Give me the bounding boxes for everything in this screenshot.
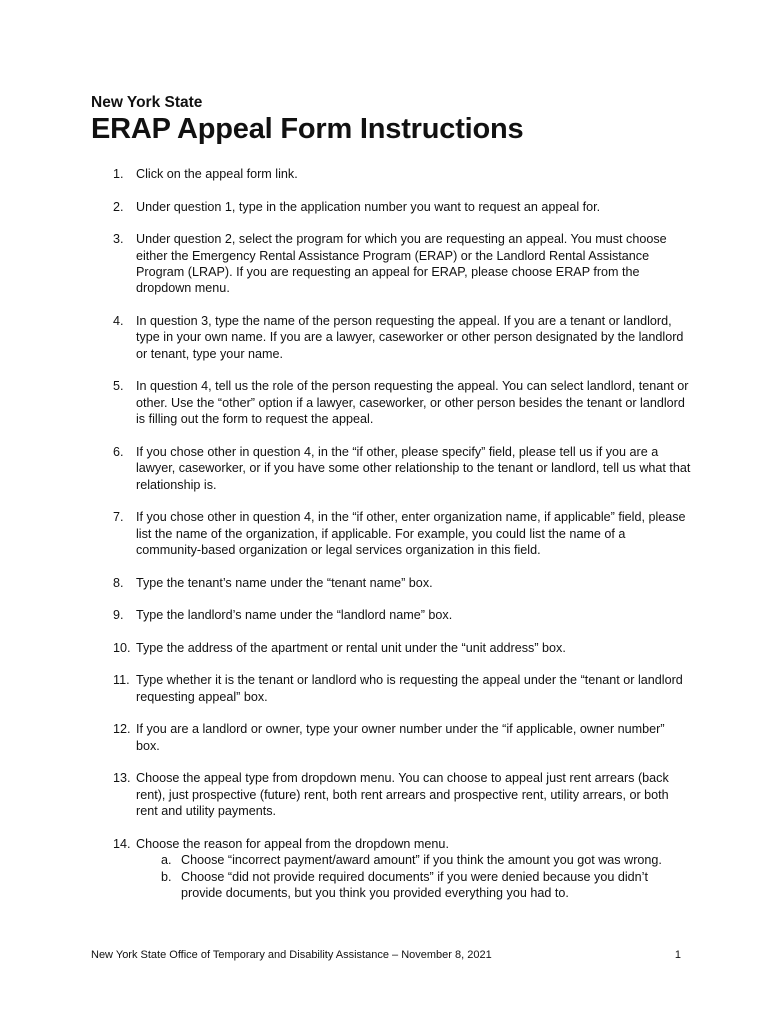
item-text: Type the tenant’s name under the “tenant name” box.: [136, 575, 433, 590]
sub-item-text: Choose “incorrect payment/award amount” if you think the amount you got was wrong.: [181, 853, 662, 868]
item-text: Choose the appeal type from dropdown menu. You can choose to appeal just rent arrears (back rent), just prospective (future) rent, both rent arrears and prospective rent, utility arrears, or both rent and utility payments.: [136, 771, 669, 819]
list-item: [91, 199, 691, 215]
document-subtitle: New York State: [91, 94, 203, 111]
document-title: ERAP Appeal Form Instructions: [91, 113, 524, 145]
sub-list: [136, 852, 691, 901]
list-item: [91, 770, 691, 819]
list-item: [91, 231, 691, 297]
sub-list-item: [136, 869, 691, 902]
instructions-list: [91, 166, 691, 918]
item-text: Type whether it is the tenant or landlord who is requesting the appeal under the “tenant or landlord requesting appeal” box.: [136, 673, 683, 704]
item-text: Click on the appeal form link.: [136, 167, 298, 181]
list-item: [91, 313, 691, 362]
sub-item-letter: a.: [161, 853, 172, 868]
item-body: [136, 836, 691, 902]
list-item: [91, 672, 691, 705]
list-item: [91, 721, 691, 754]
item-text: Under question 2, select the program for which you are requesting an appeal. You must choose either the Emergency Rental Assistance Program (ERAP) or the Landlord Rental Assistance Program (LRAP). If you are requesting an appeal for ERAP, please choose ERAP from the dropdown menu.: [136, 232, 667, 296]
sub-item-letter: b.: [161, 869, 172, 884]
item-text: Under question 1, type in the application number you want to request an appeal for.: [136, 199, 601, 214]
item-number: 9.: [113, 608, 124, 623]
list-item: [91, 836, 691, 902]
page-footer: [91, 949, 681, 961]
page-number: 1: [674, 949, 681, 961]
list-item: [91, 575, 691, 591]
sub-item-text: Choose “did not provide required documents” if you were denied because you didn’t provide documents, but you think you provided everything you had to.: [181, 869, 648, 901]
item-number: 13.: [113, 771, 131, 786]
item-number: 8.: [113, 575, 124, 590]
item-number: 7.: [113, 510, 124, 525]
list-item: [91, 640, 691, 656]
item-number: 14.: [113, 836, 131, 851]
item-number: 3.: [113, 232, 124, 247]
list-item: [91, 607, 691, 623]
item-number: 4.: [113, 314, 124, 328]
item-text: Type the landlord’s name under the “landlord name” box.: [136, 608, 453, 623]
list-item: [91, 444, 691, 493]
footer-text: New York State Office of Temporary and Disability Assistance – November 8, 2021: [91, 949, 492, 961]
item-text: Type the address of the apartment or rental unit under the “unit address” box.: [136, 640, 566, 655]
item-text: If you are a landlord or owner, type your owner number under the “if applicable, owner number” box.: [136, 722, 665, 753]
item-number: 10.: [113, 640, 131, 655]
item-number: 12.: [113, 722, 131, 737]
item-text: If you chose other in question 4, in the “if other, enter organization name, if applicable” field, please list the name of the organization, if applicable. For example, you could list the name of a community-based organization or legal services organization in this field.: [136, 510, 686, 558]
item-number: 5.: [113, 379, 124, 394]
item-text: In question 3, type the name of the person requesting the appeal. If you are a tenant or landlord, type in your own name. If you are a lawyer, caseworker or other person designated by the landlord or tenant, type your name.: [136, 314, 684, 361]
item-text: Choose the reason for appeal from the dropdown menu.: [136, 836, 449, 851]
list-item: [91, 166, 691, 182]
item-number: 11.: [113, 673, 130, 688]
list-item: [91, 378, 691, 427]
item-number: 2.: [113, 199, 124, 214]
sub-list-item: [136, 852, 691, 868]
item-number: 1.: [113, 167, 124, 181]
item-number: 6.: [113, 444, 124, 459]
item-text: In question 4, tell us the role of the person requesting the appeal. You can select landlord, tenant or other. Use the “other” option if a lawyer, caseworker, or other person besides the tenant or landlord is filling out the form to request the appeal.: [136, 379, 689, 427]
item-text: If you chose other in question 4, in the “if other, please specify” field, please tell us if you are a lawyer, caseworker, or if you have some other relationship to the tenant or landlord, tell us what that relationship is.: [136, 444, 691, 492]
list-item: [91, 509, 691, 558]
